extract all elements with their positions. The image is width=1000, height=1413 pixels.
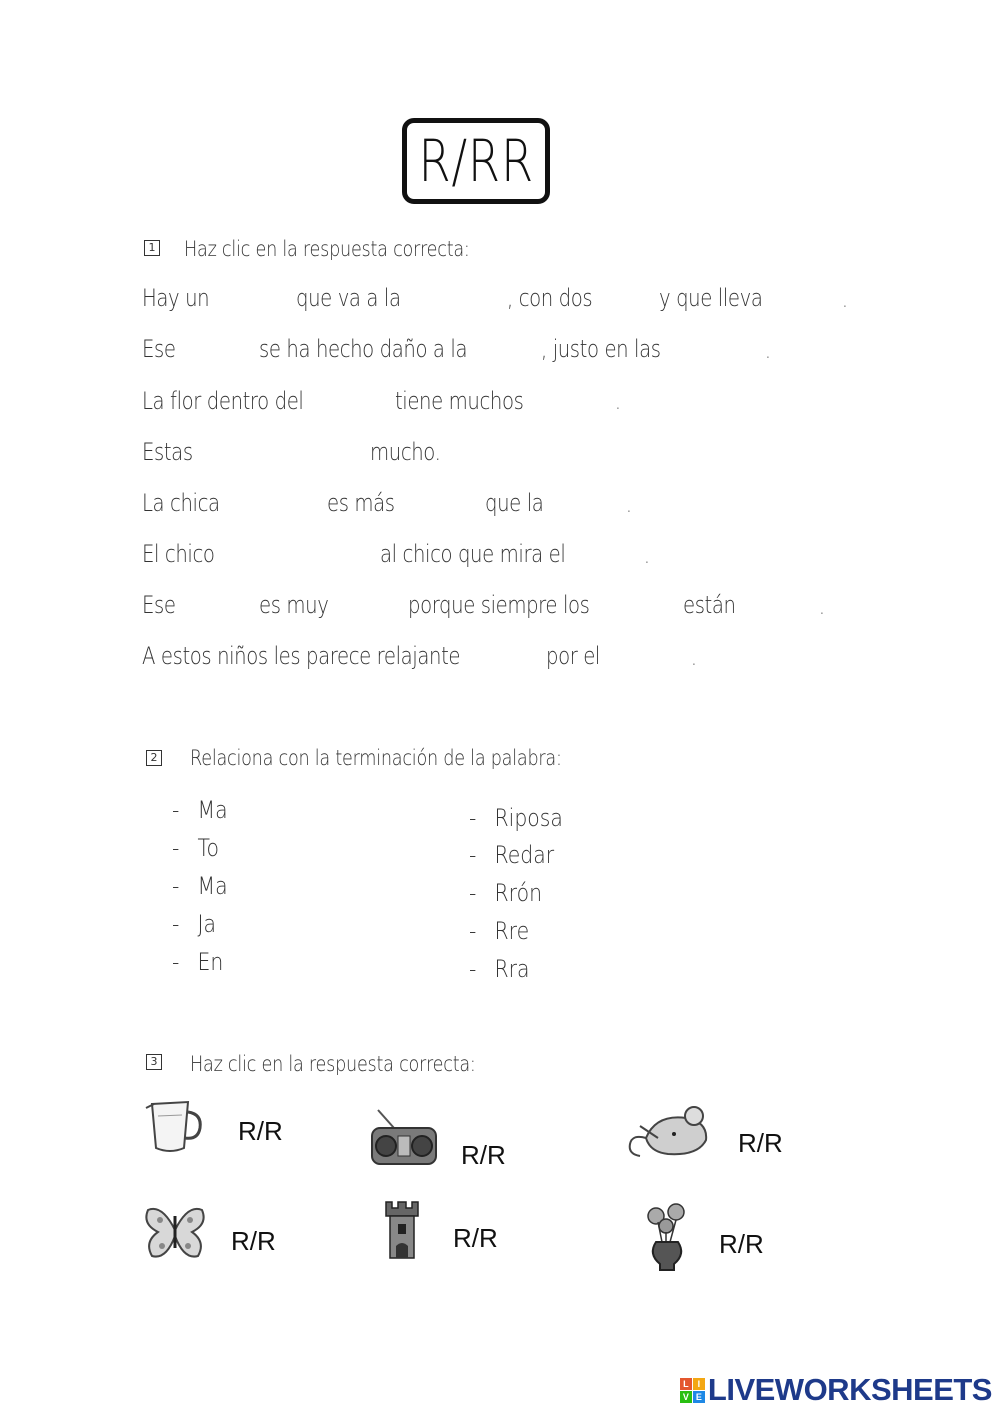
sentence-period: . — [766, 347, 770, 361]
answer-options[interactable]: R/R — [738, 1128, 783, 1158]
sentence-fragment: Estas — [142, 438, 193, 466]
match-right-item[interactable]: - Rre — [469, 917, 530, 945]
section-instruction: Haz clic en la respuesta correcta: — [190, 1052, 476, 1076]
sentence-period: . — [627, 501, 631, 515]
jug-icon — [144, 1098, 206, 1156]
butterfly-icon — [142, 1202, 208, 1262]
match-right-item[interactable]: - Riposa — [469, 804, 563, 832]
sentence-fragment: Ese — [142, 335, 176, 363]
sentence-period: . — [692, 654, 696, 668]
sentence-fragment: La flor dentro del — [142, 387, 304, 415]
brand-name: LIVEWORKSHEETS — [707, 1372, 992, 1407]
match-left-item[interactable]: - To — [172, 834, 219, 862]
mouse-icon — [628, 1104, 714, 1164]
match-left-item[interactable]: - Ja — [172, 910, 217, 938]
sentence-fragment: porque siempre los — [408, 591, 590, 619]
match-right-item[interactable]: - Rrón — [469, 879, 543, 907]
sentence-period: . — [843, 296, 847, 310]
sentence-fragment: Ese — [142, 591, 176, 619]
answer-options[interactable]: R/R — [461, 1140, 506, 1170]
vase-icon — [640, 1202, 696, 1274]
match-right-item[interactable]: - Redar — [469, 841, 555, 869]
section-number: 1 — [144, 240, 160, 256]
answer-options[interactable]: R/R — [231, 1226, 276, 1256]
sentence-fragment: tiene muchos — [395, 387, 524, 415]
sentence-fragment: es muy — [259, 591, 329, 619]
answer-options[interactable]: R/R — [453, 1223, 498, 1253]
sentence-fragment: que la — [485, 489, 544, 517]
sentence-fragment: es más — [327, 489, 395, 517]
answer-options[interactable]: R/R — [238, 1116, 283, 1146]
answer-options[interactable]: R/R — [719, 1229, 764, 1259]
match-left-item[interactable]: - Ma — [172, 796, 228, 824]
section-instruction: Haz clic en la respuesta correcta: — [184, 237, 470, 261]
sentence-period: . — [645, 552, 649, 566]
sentence-fragment: El chico — [142, 540, 215, 568]
sentence-fragment: por el — [546, 642, 601, 670]
section-number: 2 — [146, 750, 162, 766]
page-title: R/RR — [418, 127, 534, 195]
sentence-fragment: A estos niños les parece relajante — [142, 642, 461, 670]
sentence-period: . — [616, 398, 620, 412]
sentence-fragment: están — [683, 591, 736, 619]
sentence-fragment: , justo en las — [541, 335, 661, 363]
match-left-item[interactable]: - Ma — [172, 872, 228, 900]
sentence-fragment: se ha hecho daño a la — [259, 335, 468, 363]
title-box — [402, 118, 550, 204]
sentence-fragment: mucho. — [370, 438, 441, 466]
sentence-fragment: y que lleva — [659, 284, 763, 312]
sentence-fragment: al chico que mira el — [380, 540, 566, 568]
radio-icon — [368, 1106, 440, 1168]
logo-mark-icon: L I V E — [680, 1378, 705, 1403]
section-instruction: Relaciona con la terminación de la palabra: — [190, 746, 562, 770]
sentence-fragment: La chica — [142, 489, 220, 517]
match-right-item[interactable]: - Rra — [469, 955, 530, 983]
section-number: 3 — [146, 1054, 162, 1070]
sentence-fragment: Hay un — [142, 284, 210, 312]
sentence-period: . — [820, 603, 824, 617]
sentence-fragment: que va a la — [296, 284, 401, 312]
match-left-item[interactable]: - En — [172, 948, 224, 976]
sentence-fragment: , con dos — [507, 284, 593, 312]
liveworksheets-logo — [680, 1373, 992, 1407]
tower-icon — [380, 1200, 424, 1260]
